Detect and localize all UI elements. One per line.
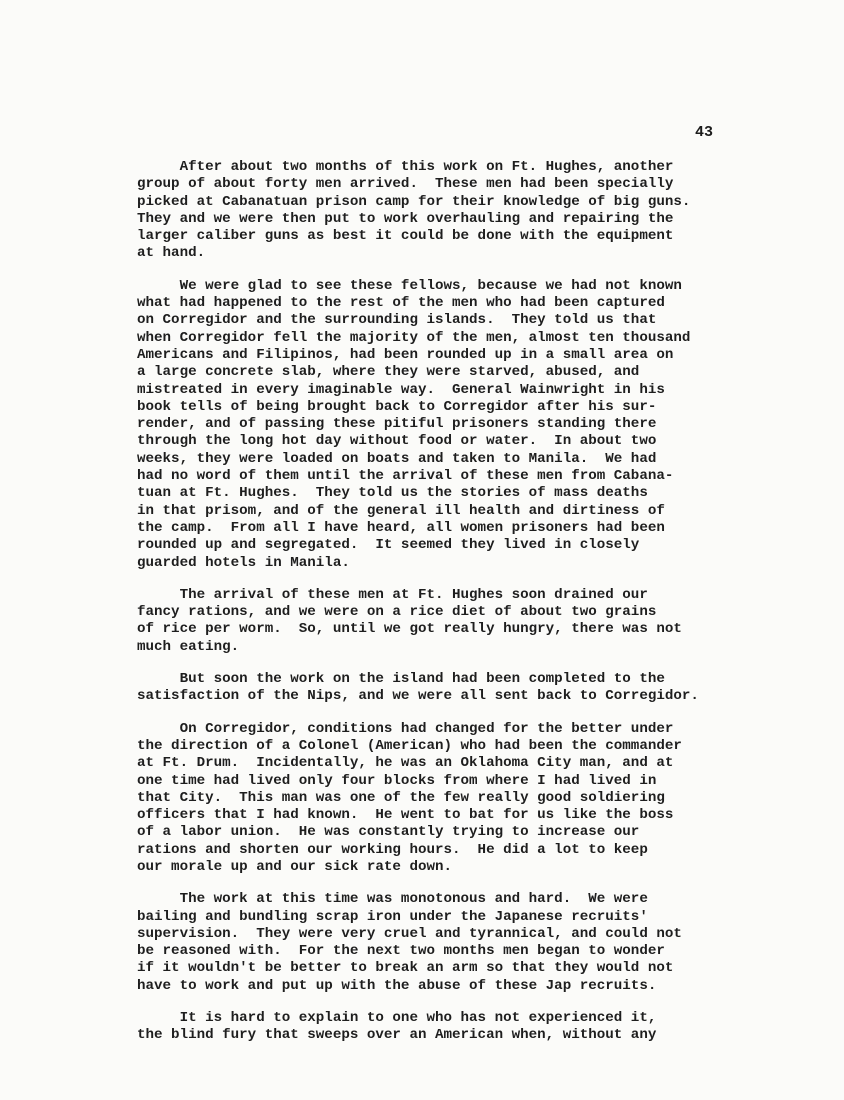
text-line: After about two months of this work on Ft. Hughes, another xyxy=(137,159,674,175)
text-line: of a labor union. He was constantly trying to increase our xyxy=(137,824,640,841)
page-number: 43 xyxy=(695,124,714,141)
text-line: Americans and Filipinos, had been rounded up in a small area on xyxy=(137,346,674,363)
text-line: The work at this time was monotonous and hard. We were xyxy=(137,891,648,908)
text-line: officers that I had known. He went to bat for us like the boss xyxy=(137,807,674,824)
text-line: the camp. From all I have heard, all women prisoners had been xyxy=(137,519,665,536)
text-line: in that prisom, and of the general ill health and dirtiness of xyxy=(137,502,665,519)
text-line: The arrival of these men at Ft. Hughes soon drained our xyxy=(137,586,648,603)
text-line: at hand. xyxy=(137,245,206,262)
text-line: on Corregidor and the surrounding islands. They told us that xyxy=(137,312,657,329)
text-line: a large concrete slab, where they were starved, abused, and xyxy=(137,364,640,381)
text-line: through the long hot day without food or water. In about two xyxy=(137,433,657,450)
text-line: when Corregidor fell the majority of the men, almost ten thousand xyxy=(137,329,691,346)
text-line: the blind fury that sweeps over an American when, without any xyxy=(137,1027,657,1044)
text-line: satisfaction of the Nips, and we were all sent back to Corregidor. xyxy=(137,688,699,705)
paragraph xyxy=(137,891,817,995)
text-line: one time had lived only four blocks from where I had lived in xyxy=(137,772,657,789)
text-line: weeks, they were loaded on boats and taken to Manila. We had xyxy=(137,450,657,467)
text-line: what had happened to the rest of the men who had been captured xyxy=(137,295,665,312)
text-line: at Ft. Drum. Incidentally, he was an Oklahoma City man, and at xyxy=(137,755,674,772)
paragraph xyxy=(137,721,817,877)
text-line: larger caliber guns as best it could be done with the equipment xyxy=(137,228,674,245)
text-line: rations and shorten our working hours. He did a lot to keep xyxy=(137,841,648,858)
text-line: if it wouldn't be better to break an arm so that they would not xyxy=(137,960,674,977)
text-line: book tells of being brought back to Corregidor after his sur- xyxy=(137,398,657,415)
paragraph xyxy=(137,159,817,263)
text-line: the direction of a Colonel (American) who had been the commander xyxy=(137,737,682,754)
text-line: supervision. They were very cruel and tyrannical, and could not xyxy=(137,925,682,942)
paragraph xyxy=(137,671,817,706)
text-line: our morale up and our sick rate down. xyxy=(137,858,453,875)
text-line: had no word of them until the arrival of these men from Cabana- xyxy=(137,468,674,485)
text-line: fancy rations, and we were on a rice diet of about two grains xyxy=(137,604,657,621)
body-text xyxy=(137,159,817,1060)
text-line: picked at Cabanatuan prison camp for their knowledge of big guns. xyxy=(137,193,691,210)
text-line: render, and of passing these pitiful prisoners standing there xyxy=(137,416,657,433)
paragraph xyxy=(137,587,817,656)
paragraph xyxy=(137,1010,817,1045)
text-line: rounded up and segregated. It seemed they lived in closely xyxy=(137,537,640,554)
text-line: It is hard to explain to one who has not experienced it, xyxy=(137,1010,657,1027)
text-line: that City. This man was one of the few really good soldiering xyxy=(137,789,665,806)
text-line: On Corregidor, conditions had changed for the better under xyxy=(137,720,674,737)
text-line: But soon the work on the island had been completed to the xyxy=(137,671,665,688)
text-line: They and we were then put to work overhauling and repairing the xyxy=(137,210,674,227)
text-line: tuan at Ft. Hughes. They told us the stories of mass deaths xyxy=(137,485,648,502)
text-line: mistreated in every imaginable way. General Wainwright in his xyxy=(137,381,665,398)
text-line: of rice per worm. So, until we got really hungry, there was not xyxy=(137,621,682,638)
paragraph xyxy=(137,278,817,572)
text-line: group of about forty men arrived. These men had been specially xyxy=(137,176,674,193)
text-line: bailing and bundling scrap iron under the Japanese recruits' xyxy=(137,908,648,925)
text-line: We were glad to see these fellows, because we had not known xyxy=(137,277,682,294)
text-line: have to work and put up with the abuse of these Jap recruits. xyxy=(137,977,657,994)
text-line: much eating. xyxy=(137,638,240,655)
text-line: guarded hotels in Manila. xyxy=(137,554,350,571)
text-line: be reasoned with. For the next two months men began to wonder xyxy=(137,943,665,960)
